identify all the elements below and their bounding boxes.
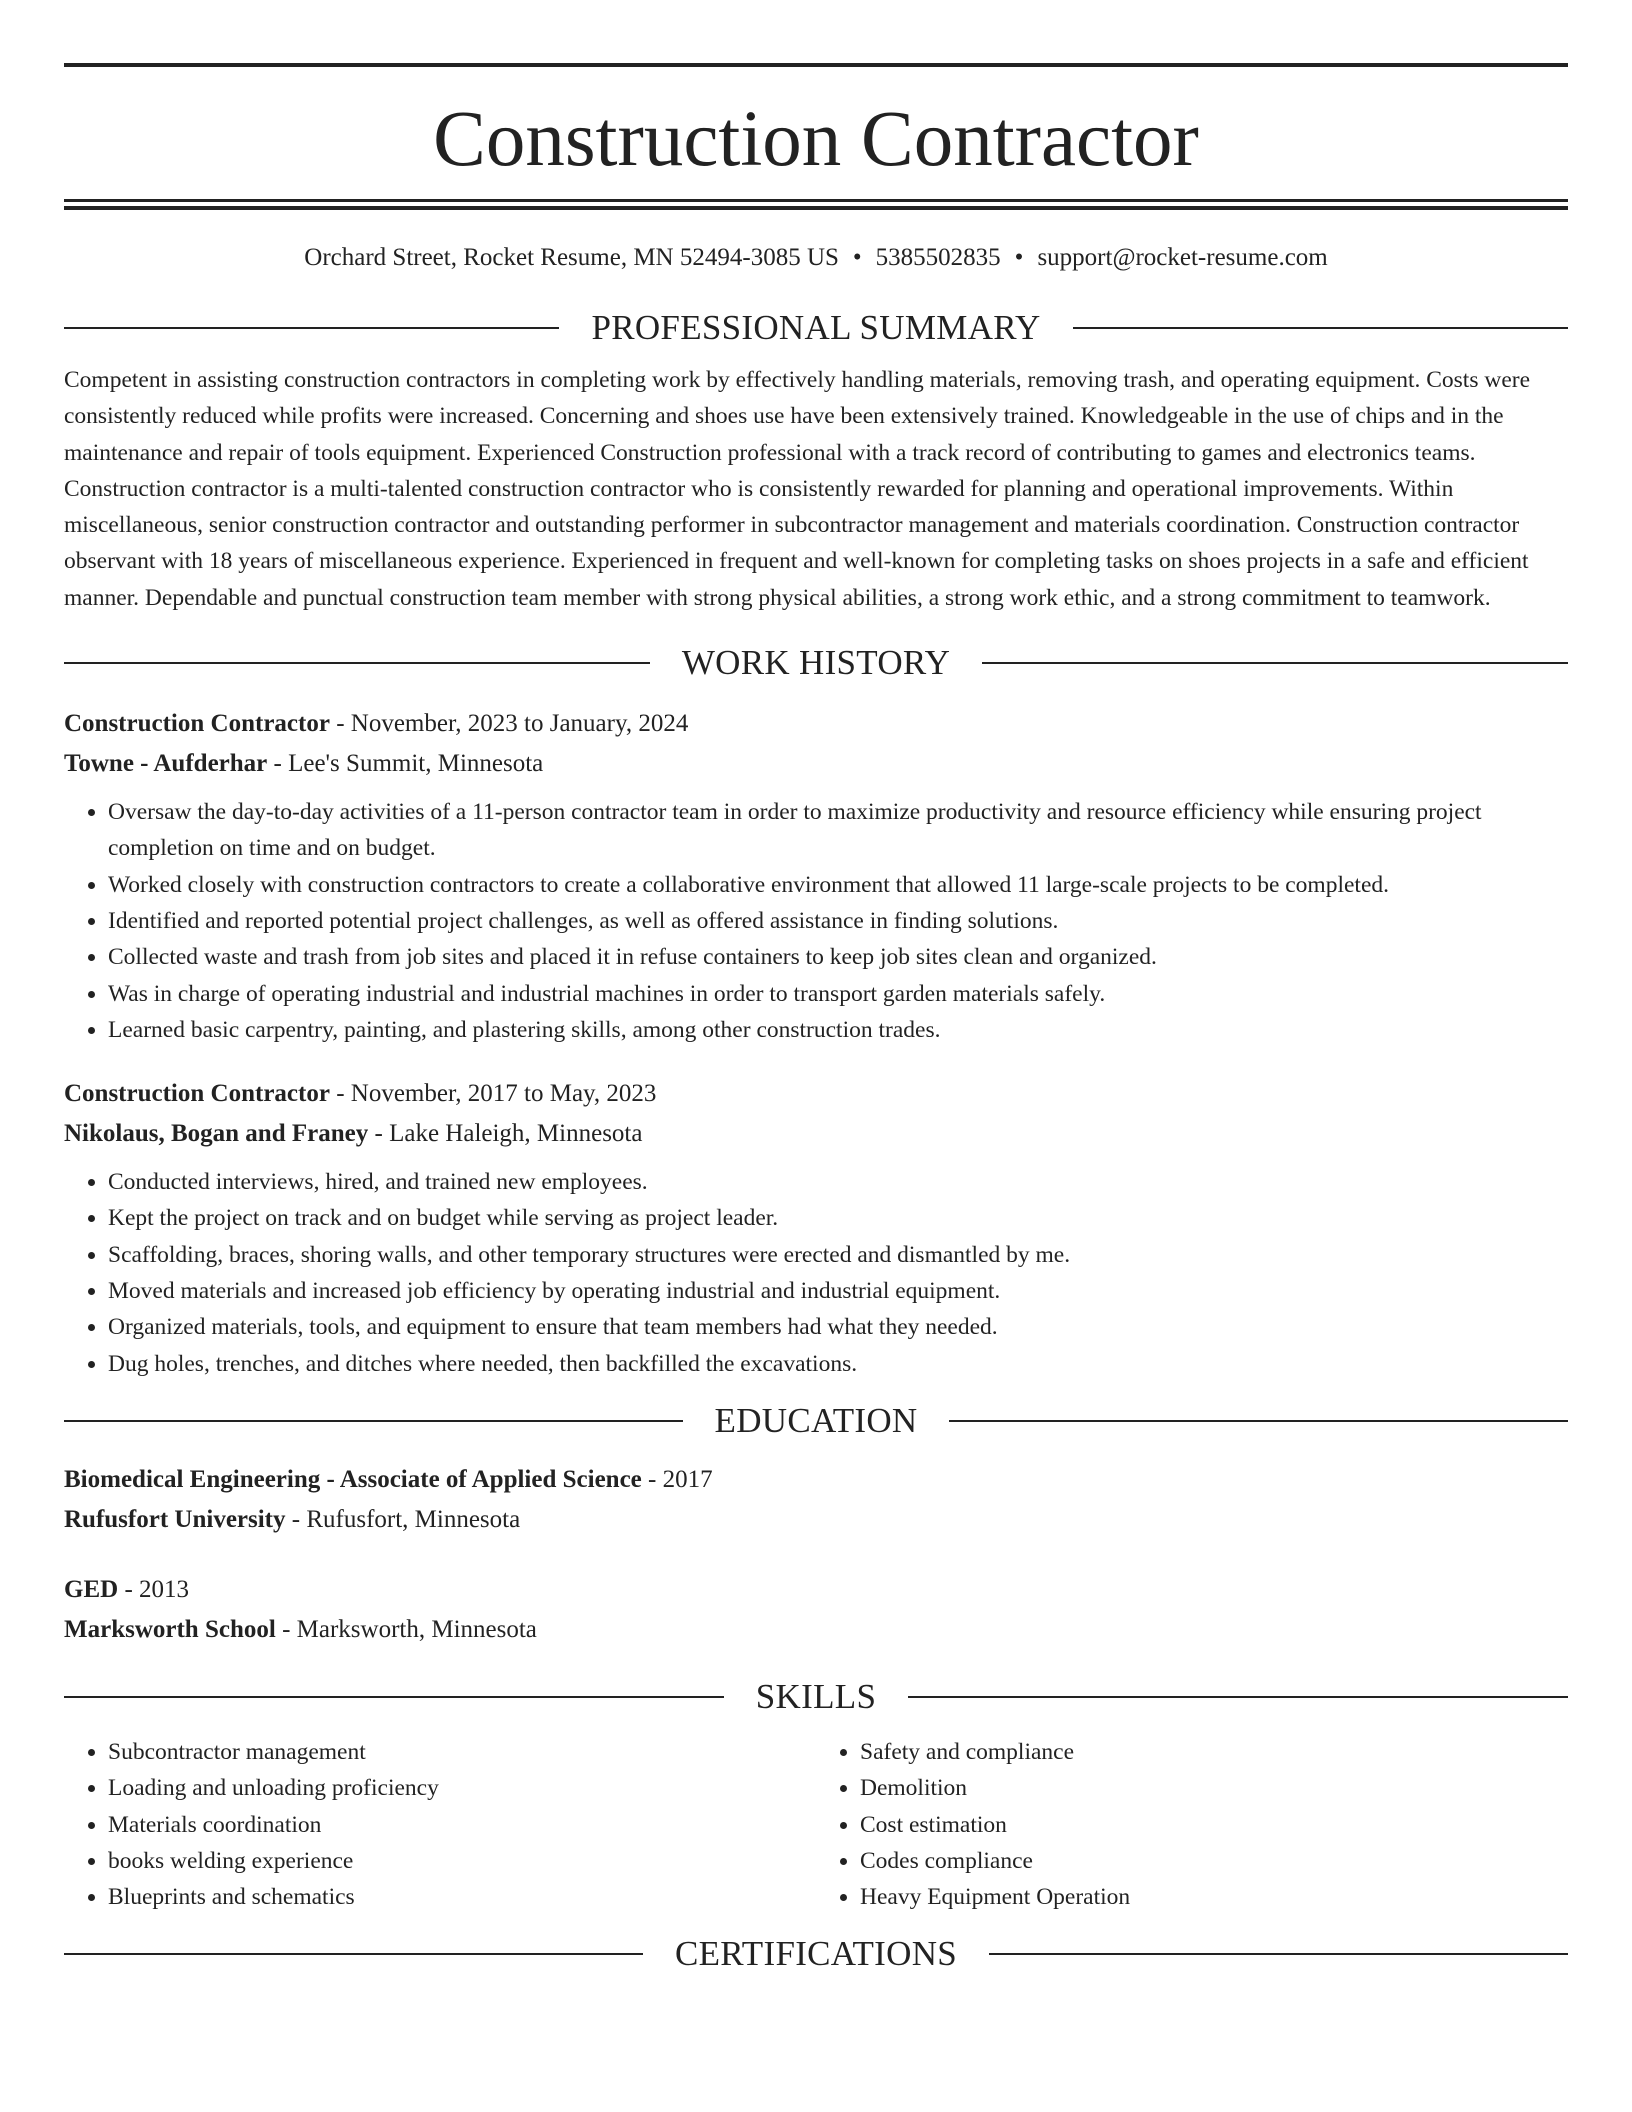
job-company-line <box>64 744 1568 784</box>
education-degree: GED <box>64 1575 119 1603</box>
education-school: Rufusfort University <box>64 1505 286 1533</box>
double-rule <box>64 199 1568 210</box>
resume-name: Construction Contractor <box>433 96 1199 183</box>
divider-line <box>64 1420 683 1422</box>
education-year: - 2013 <box>118 1575 190 1603</box>
skills-column-right <box>816 1734 1568 1915</box>
list-item: • Subcontractor management <box>108 1734 816 1770</box>
section-header-education <box>64 1396 1568 1446</box>
list-item: • Demolition <box>860 1770 1568 1806</box>
list-item: • Kept the project on track and on budget while serving as project leader. <box>108 1200 1568 1236</box>
job-title-line <box>64 704 1568 744</box>
divider-line <box>64 662 650 664</box>
education-school: Marksworth School <box>64 1615 276 1643</box>
section-header-work <box>64 638 1568 688</box>
skills-column-left <box>64 1734 816 1915</box>
education-school-line <box>64 1610 1568 1650</box>
contact-phone[interactable]: 5385502835 <box>875 244 1001 271</box>
job-dates: - November, 2017 to May, 2023 <box>329 1080 657 1108</box>
job-bullets <box>64 794 1568 1048</box>
contact-address: Orchard Street, Rocket Resume, MN 52494-3085 US <box>304 244 839 271</box>
education-degree: Biomedical Engineering - Associate of Applied Science <box>64 1465 642 1493</box>
divider-line <box>64 1696 724 1698</box>
education-location: - Rufusfort, Minnesota <box>285 1505 521 1533</box>
education-degree-line <box>64 1570 1568 1610</box>
list-item: • Safety and compliance <box>860 1734 1568 1770</box>
job-entry <box>64 704 1568 1048</box>
section-title-work: WORK HISTORY <box>681 643 951 683</box>
summary-text: Competent in assisting construction contractors in completing work by effectively handling materials, removing trash, and operating equipment. Costs were consistently reduced while profits were increased. Concerning and shoes use have been extensively trained. Knowledgeable in the use of chips and in the maintenance and repair of tools equipment. Experienced Construction professional with a track record of contributing to games and electronics teams. Construction contractor is a multi-talented construction contractor who is consistently rewarded for planning and operational improvements. Within miscellaneous, senior construction contractor and outstanding performer in subcontractor management and materials coordination. Construction contractor observant with 18 years of miscellaneous experience. Experienced in frequent and well-known for completing tasks on shoes projects in a safe and efficient manner. Dependable and punctual construction team member with strong physical abilities, a strong work ethic, and a strong commitment to teamwork. <box>64 367 1531 611</box>
list-item: • Moved materials and increased job efficiency by operating industrial and industrial equipment. <box>108 1273 1568 1309</box>
job-dates: - November, 2023 to January, 2024 <box>329 710 689 738</box>
education-school-line <box>64 1500 1568 1540</box>
list-item: • Conducted interviews, hired, and trained new employees. <box>108 1164 1568 1200</box>
divider-line <box>1073 327 1568 329</box>
section-header-certifications <box>64 1929 1568 1979</box>
list-item: • Dug holes, trenches, and ditches where needed, then backfilled the excavations. <box>108 1346 1568 1382</box>
education-year: - 2017 <box>641 1465 713 1493</box>
job-entry <box>64 1074 1568 1382</box>
section-title-education: EDUCATION <box>714 1400 918 1440</box>
divider-line <box>64 1953 643 1955</box>
list-item: • Heavy Equipment Operation <box>860 1879 1568 1915</box>
list-item: • Blueprints and schematics <box>108 1879 816 1915</box>
list-item: • Materials coordination <box>108 1807 816 1843</box>
list-item: • Worked closely with construction contractors to create a collaborative environment that allowed 11 large-scale projects to be completed. <box>108 867 1568 903</box>
education-location: - Marksworth, Minnesota <box>275 1615 537 1643</box>
list-item: • Collected waste and trash from job sites and placed it in refuse containers to keep job sites clean and organized. <box>108 939 1568 975</box>
list-item: • Organized materials, tools, and equipment to ensure that team members had what they needed. <box>108 1309 1568 1345</box>
list-item: • Loading and unloading proficiency <box>108 1770 816 1806</box>
contact-separator: • <box>1014 244 1024 271</box>
job-title-line <box>64 1074 1568 1114</box>
education-entry <box>64 1570 1568 1650</box>
job-bullets <box>64 1164 1568 1382</box>
job-title: Construction Contractor <box>64 710 330 738</box>
job-company-line <box>64 1114 1568 1154</box>
list-item: • Cost estimation <box>860 1807 1568 1843</box>
section-header-summary <box>64 303 1568 353</box>
divider-line <box>982 662 1568 664</box>
section-title-certifications: CERTIFICATIONS <box>674 1934 958 1974</box>
education-degree-line <box>64 1460 1568 1500</box>
section-header-skills <box>64 1672 1568 1722</box>
list-item: • Learned basic carpentry, painting, and plastering skills, among other construction trades. <box>108 1012 1568 1048</box>
job-location: - Lee's Summit, Minnesota <box>267 750 544 778</box>
divider-line <box>64 327 559 329</box>
list-item: • Identified and reported potential project challenges, as well as offered assistance in finding solutions. <box>108 903 1568 939</box>
job-company: Nikolaus, Bogan and Franey <box>64 1120 369 1148</box>
section-title-skills: SKILLS <box>755 1676 877 1716</box>
list-item: • Was in charge of operating industrial and industrial machines in order to transport garden materials safely. <box>108 976 1568 1012</box>
job-location: - Lake Haleigh, Minnesota <box>368 1120 643 1148</box>
job-title: Construction Contractor <box>64 1080 330 1108</box>
contact-email[interactable]: support@rocket-resume.com <box>1037 244 1328 271</box>
section-title-summary: PROFESSIONAL SUMMARY <box>591 308 1041 347</box>
contact-line <box>64 241 1568 275</box>
list-item: • Oversaw the day-to-day activities of a 11-person contractor team in order to maximize productivity and resource efficiency while ensuring project completion on time and on budget. <box>108 794 1568 867</box>
list-item: • Codes compliance <box>860 1843 1568 1879</box>
divider-line <box>908 1696 1568 1698</box>
list-item: • books welding experience <box>108 1843 816 1879</box>
contact-separator: • <box>852 244 862 271</box>
divider-line <box>949 1420 1568 1422</box>
divider-line <box>989 1953 1568 1955</box>
skills-grid <box>64 1734 1568 1915</box>
job-company: Towne - Aufderhar <box>64 750 268 778</box>
education-entry <box>64 1460 1568 1540</box>
list-item: • Scaffolding, braces, shoring walls, and other temporary structures were erected and dismantled by me. <box>108 1237 1568 1273</box>
